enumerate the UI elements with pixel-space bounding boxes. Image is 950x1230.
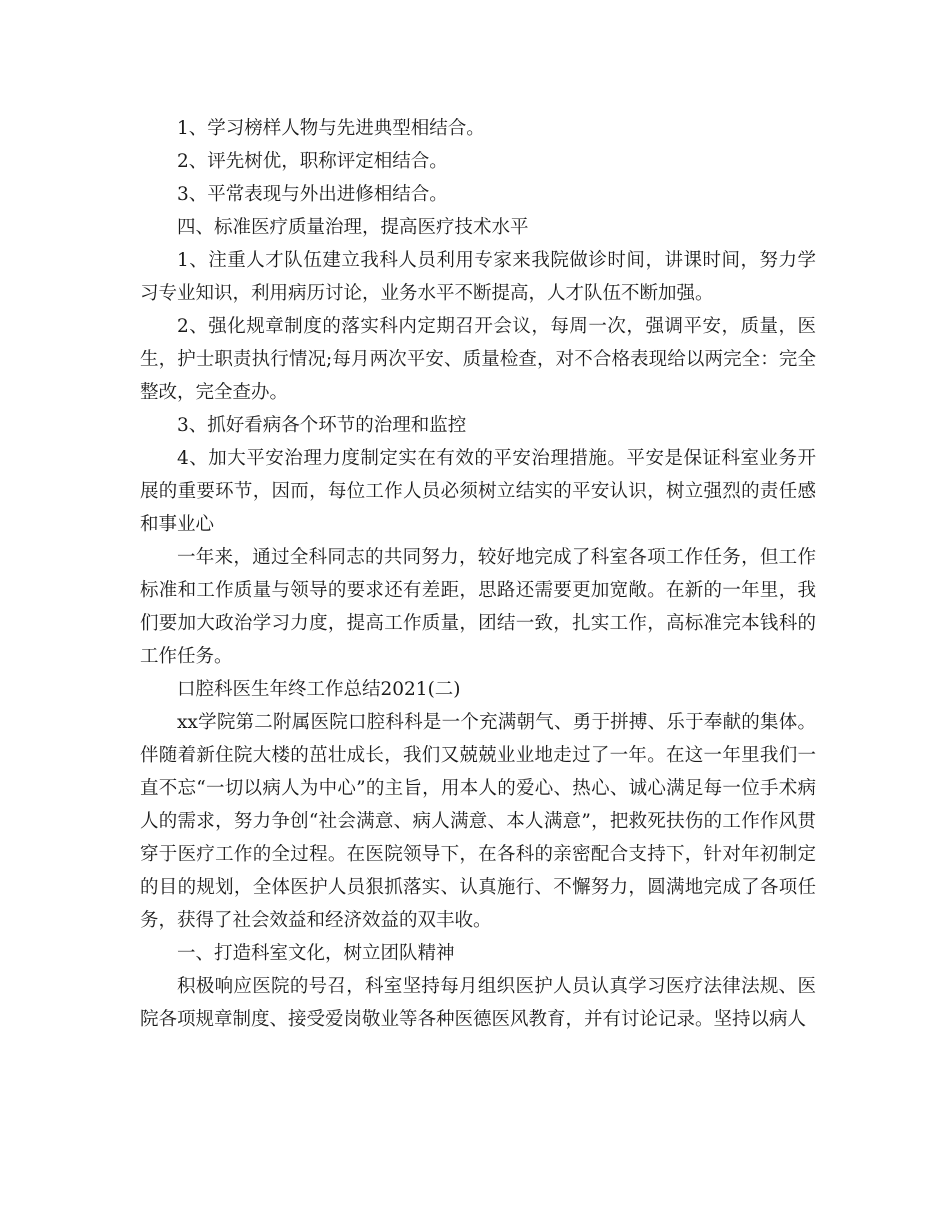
- paragraph-intro: xx学院第二附属医院口腔科科是一个充满朝气、勇于拼搏、乐于奉献的集体。伴随着新住院大楼的茁壮成长，我们又兢兢业业地走过了一年。在这一年里我们一直不忘“一切以病人为中心”的主旨，用本人的爱心、热心、诚心满足每一位手术病人的需求，努力争创“社会满意、病人满意、本人满意”，把救死扶伤的工作作风贯穿于医疗工作的全过程。在医院领导下，在各科的亲密配合支持下，针对年初制定的目的规划，全体医护人员狠抓落实、认真施行、不懈努力，圆满地完成了各项任务，获得了社会效益和经济效益的双丰收。: [140, 712, 816, 931]
- list-item-1: 1、学习榜样人物与先进典型相结合。: [177, 118, 485, 139]
- paragraph-monitoring: 3、抓好看病各个环节的治理和监控: [177, 415, 467, 436]
- section-heading-1: 一、打造科室文化，树立团队精神: [177, 943, 455, 964]
- paragraph-regulations: 2、强化规章制度的落实科内定期召开会议，每周一次，强调平安，质量，医生，护士职责执行情况;每月两次平安、质量检查，对不合格表现给以两完全：完全整改，完全查办。: [140, 316, 816, 403]
- document-page: [140, 112, 816, 1036]
- section-heading-4: 四、标准医疗质量治理，提高医疗技术水平: [177, 217, 529, 238]
- list-item-3: 3、平常表现与外出进修相结合。: [177, 184, 448, 205]
- paragraph-culture: 积极响应医院的号召，科室坚持每月组织医护人员认真学习医疗法律法规、医院各项规章制度、接受爱岗敬业等各种医德医风教育，并有讨论记录。坚持以病人: [140, 976, 816, 1030]
- paragraph-year-summary: 一年来，通过全科同志的共同努力，较好地完成了科室各项工作任务，但工作标准和工作质量与领导的要求还有差距，思路还需要更加宽敞。在新的一年里，我们要加大政治学习力度，提高工作质量，团结一致，扎实工作，高标准完本钱科的工作任务。: [140, 547, 816, 667]
- paragraph-talent-team: 1、注重人才队伍建立我科人员利用专家来我院做诊时间，讲课时间，努力学习专业知识，利用病历讨论，业务水平不断提高，人才队伍不断加强。: [140, 250, 816, 304]
- document-title-part2: 口腔科医生年终工作总结2021(二): [177, 679, 461, 700]
- paragraph-safety: 4、加大平安治理力度制定实在有效的平安治理措施。平安是保证科室业务开展的重要环节，因而，每位工作人员必须树立结实的平安认识，树立强烈的责任感和事业心: [140, 448, 816, 535]
- list-item-2: 2、评先树优，职称评定相结合。: [177, 151, 448, 172]
